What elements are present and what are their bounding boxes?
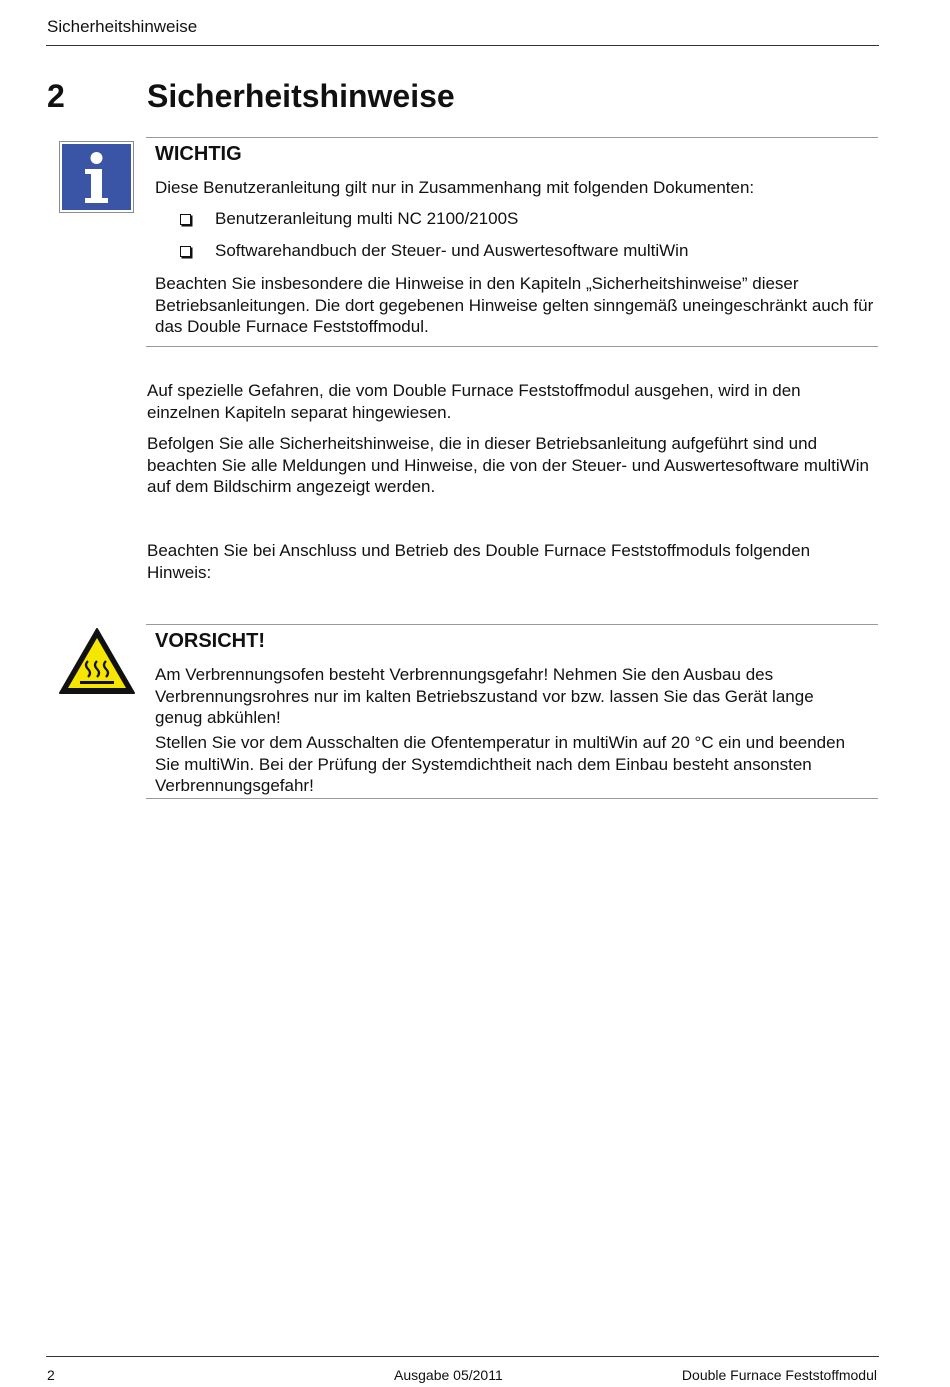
- checkbox-bullet-icon: [180, 214, 191, 225]
- chapter-title: Sicherheitshinweise: [147, 78, 455, 114]
- caution-paragraph: Stellen Sie vor dem Ausschalten die Ofentemperatur in multiWin auf 20 °C ein und beenden Sie multiWin. Bei der Prüfung der Systemdichtheit nach dem Einbau besteht ansonsten Verbrennungsgefahr!: [155, 733, 846, 795]
- footer-divider: [46, 1356, 879, 1357]
- edition-label: Ausgabe 05/2011: [394, 1367, 503, 1383]
- notice-heading: VORSICHT!: [155, 630, 265, 652]
- list-item: [180, 209, 518, 229]
- list-item: [180, 241, 688, 261]
- caution-paragraph: Am Verbrennungsofen besteht Verbrennungsgefahr! Nehmen Sie den Ausbau des Verbrennungsrohres nur im kalten Betriebszustand vor bzw. lassen Sie das Gerät lange genug abkühlen!: [155, 665, 814, 727]
- header-divider: [46, 45, 879, 46]
- body-paragraph: Auf spezielle Gefahren, die vom Double Furnace Feststoffmodul ausgehen, wird in den einzelnen Kapiteln separat hingewiesen.: [147, 381, 801, 422]
- product-name: Double Furnace Feststoffmodul: [681, 1367, 877, 1383]
- body-paragraph: Befolgen Sie alle Sicherheitshinweise, die in dieser Betriebsanleitung aufgeführt sind und beachten Sie alle Meldungen und Hinweise, die von der Steuer- und Auswertesoftware multiWin auf dem Bildschirm angezeigt werden.: [147, 434, 869, 496]
- list-item-text: Benutzeranleitung multi NC 2100/2100S: [215, 209, 519, 228]
- checkbox-bullet-icon: [180, 246, 191, 257]
- notice-intro: Diese Benutzeranleitung gilt nur in Zusammenhang mit folgenden Dokumenten:: [155, 178, 755, 197]
- list-item-text: Softwarehandbuch der Steuer- und Auswertesoftware multiWin: [215, 241, 689, 260]
- chapter-number: 2: [47, 78, 65, 114]
- notice-heading: WICHTIG: [155, 143, 242, 165]
- page-number: 2: [47, 1367, 55, 1383]
- notice-top-divider: [146, 624, 878, 625]
- info-icon: [59, 141, 134, 213]
- body-paragraph: Beachten Sie bei Anschluss und Betrieb des Double Furnace Feststoffmoduls folgenden Hinweis:: [147, 541, 811, 582]
- hot-surface-warning-icon: [58, 627, 136, 695]
- notice-top-divider: [146, 137, 878, 138]
- header-title: Sicherheitshinweise: [47, 17, 198, 36]
- notice-bottom-divider: [146, 346, 878, 347]
- notice-bottom-divider: [146, 798, 878, 799]
- notice-note: Beachten Sie insbesondere die Hinweise in den Kapiteln „Sicherheitshinweise” dieser Betriebsanleitungen. Die dort gegebenen Hinweise gelten sinngemäß uneingeschränkt auch für das Double Furnace Feststoffmodul.: [155, 274, 874, 336]
